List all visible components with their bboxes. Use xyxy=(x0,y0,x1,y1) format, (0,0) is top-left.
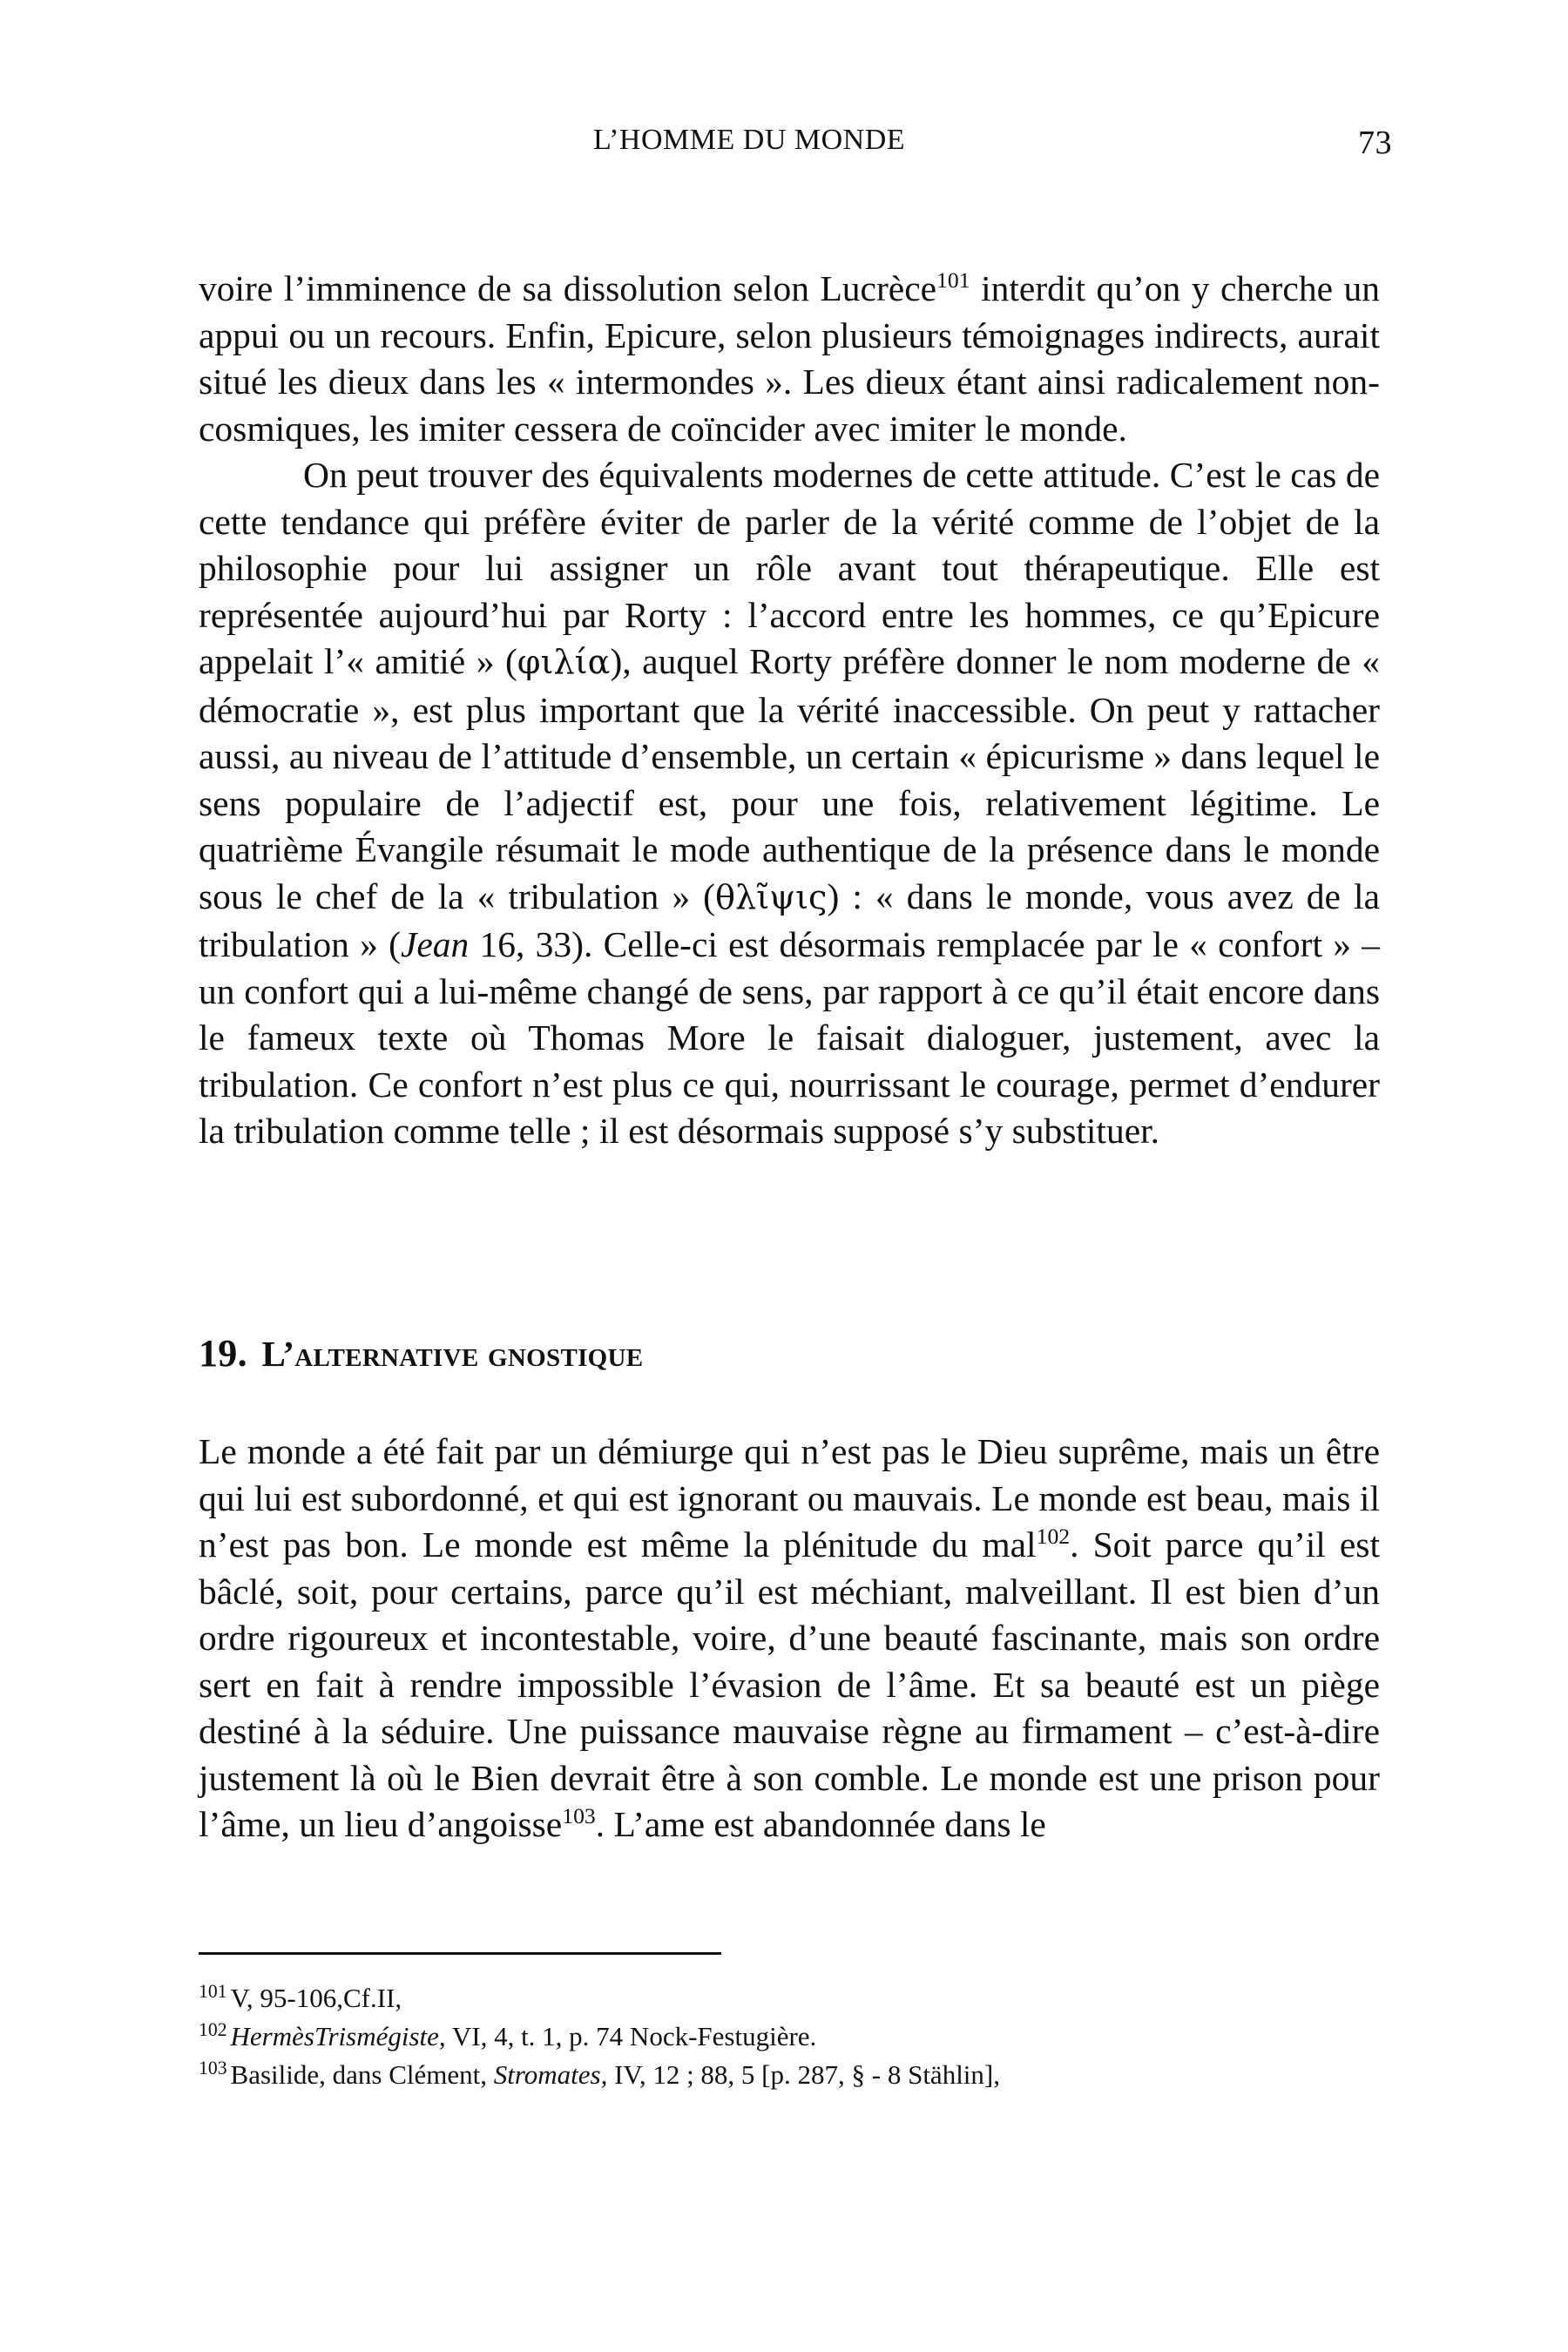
footnote-ref-101[interactable]: 101 xyxy=(936,267,970,294)
footnote-ref-103[interactable]: 103 xyxy=(562,1803,596,1829)
running-title: L’HOMME DU MONDE xyxy=(592,124,906,156)
paragraph-3: Le monde a été fait par un démiurge qui n’est pas le Dieu suprême, mais un être qui lui est subordonné, et qui est ignorant ou mauvais. Le monde est beau, mais il n’est pas bon. Le monde est même la plénitude du mal$^{102}$. Soit parce qu’il est bâclé, soit, pour certains, parce qu’il est méchiant, malveillant. Il est bien d’un ordre rigoureux et incontestable, voire, d’une beauté fascinante, mais son ordre sert en fait à rendre impossible l’évasion de l’âme. Et sa beauté est un piège destiné à la séduire. Une puissance mauvaise règne au firmament – c’est-à-dire justement là où le Bien devrait être à son comble. Le monde est une prison pour l’âme, un lieu d’angoisse$^{103}$. L’ame est abandonnée dans le xyxy=(199,1431,1380,1844)
section-heading xyxy=(199,1331,643,1375)
footnote-ref-102[interactable]: 102 xyxy=(1036,1524,1071,1550)
paragraph-1: voire l’imminence de sa dissolution selon Lucrèce$^{101}$ interdit qu’on y cherche un appui ou un recours. Enfin, Epicure, selon plusieurs témoignages indirects, aurait situé les dieux dans les « intermondes ». Les dieux étant ainsi radicalement non-cosmiques, les imiter cessera de coïncider avec imiter le monde. xyxy=(199,267,1380,449)
body-text-bottom xyxy=(199,1429,1380,1848)
page-number: 73 xyxy=(1358,125,1392,161)
footnotes xyxy=(199,1979,1380,2094)
section-title: L’alternative gnostique xyxy=(261,1334,644,1374)
footnote-103: $^{103}$ Basilide, dans Clément, Stromates, IV, 12 ; 88, 5 [p. 287, § - 8 Stählin], xyxy=(199,2057,1000,2090)
section-number: 19. xyxy=(199,1332,247,1375)
footnote-101: $^{101}$ V, 95-106,Cf.II, xyxy=(199,1980,402,2013)
greek-thlipsis: θλῖψις xyxy=(715,878,828,917)
greek-philia: φιλία xyxy=(517,644,611,682)
running-header xyxy=(0,124,1568,167)
paragraph-2: On peut trouver des équivalents modernes de cette attitude. C’est le cas de cette tendance qui préfère éviter de parler de la vérité comme de l’objet de la philosophie pour lui assigner un rôle avant tout thérapeutique. Elle est représentée aujourd’hui par Rorty : l’accord entre les hommes, ce qu’Epicure appelait l’« amitié » (φιλία), auquel Rorty préfère donner le nom moderne de « démocratie », est plus important que la vérité inaccessible. On peut y rattacher aussi, au niveau de l’attitude d’ensemble, un certain « épicurisme » dans lequel le sens populaire de l’adjectif est, pour une fois, relativement légitime. Le quatrième Évangile résumait le mode authentique de la présence dans le monde sous le chef de la « tribulation » (θλῖψις) : « dans le monde, vous avez de la tribulation » (Jean 16, 33). Celle-ci est désormais remplacée par le « confort » – un confort qui a lui-même changé de sens, par rapport à ce qu’il était encore dans le fameux texte où Thomas More le faisait dialoguer, justement, avec la tribulation. Ce confort n’est plus ce qui, nourrissant le courage, permet d’endurer la tribulation comme telle ; il est désormais supposé s’y substituer. xyxy=(199,455,1380,1151)
footnote-separator xyxy=(199,1952,721,1955)
footnote-102: $^{102}$ HermèsTrismégiste, VI, 4, t. 1, p. 74 Nock-Festugière. xyxy=(199,2018,817,2051)
citation-jean: Jean xyxy=(400,924,470,964)
body-text-top xyxy=(199,266,1380,1155)
